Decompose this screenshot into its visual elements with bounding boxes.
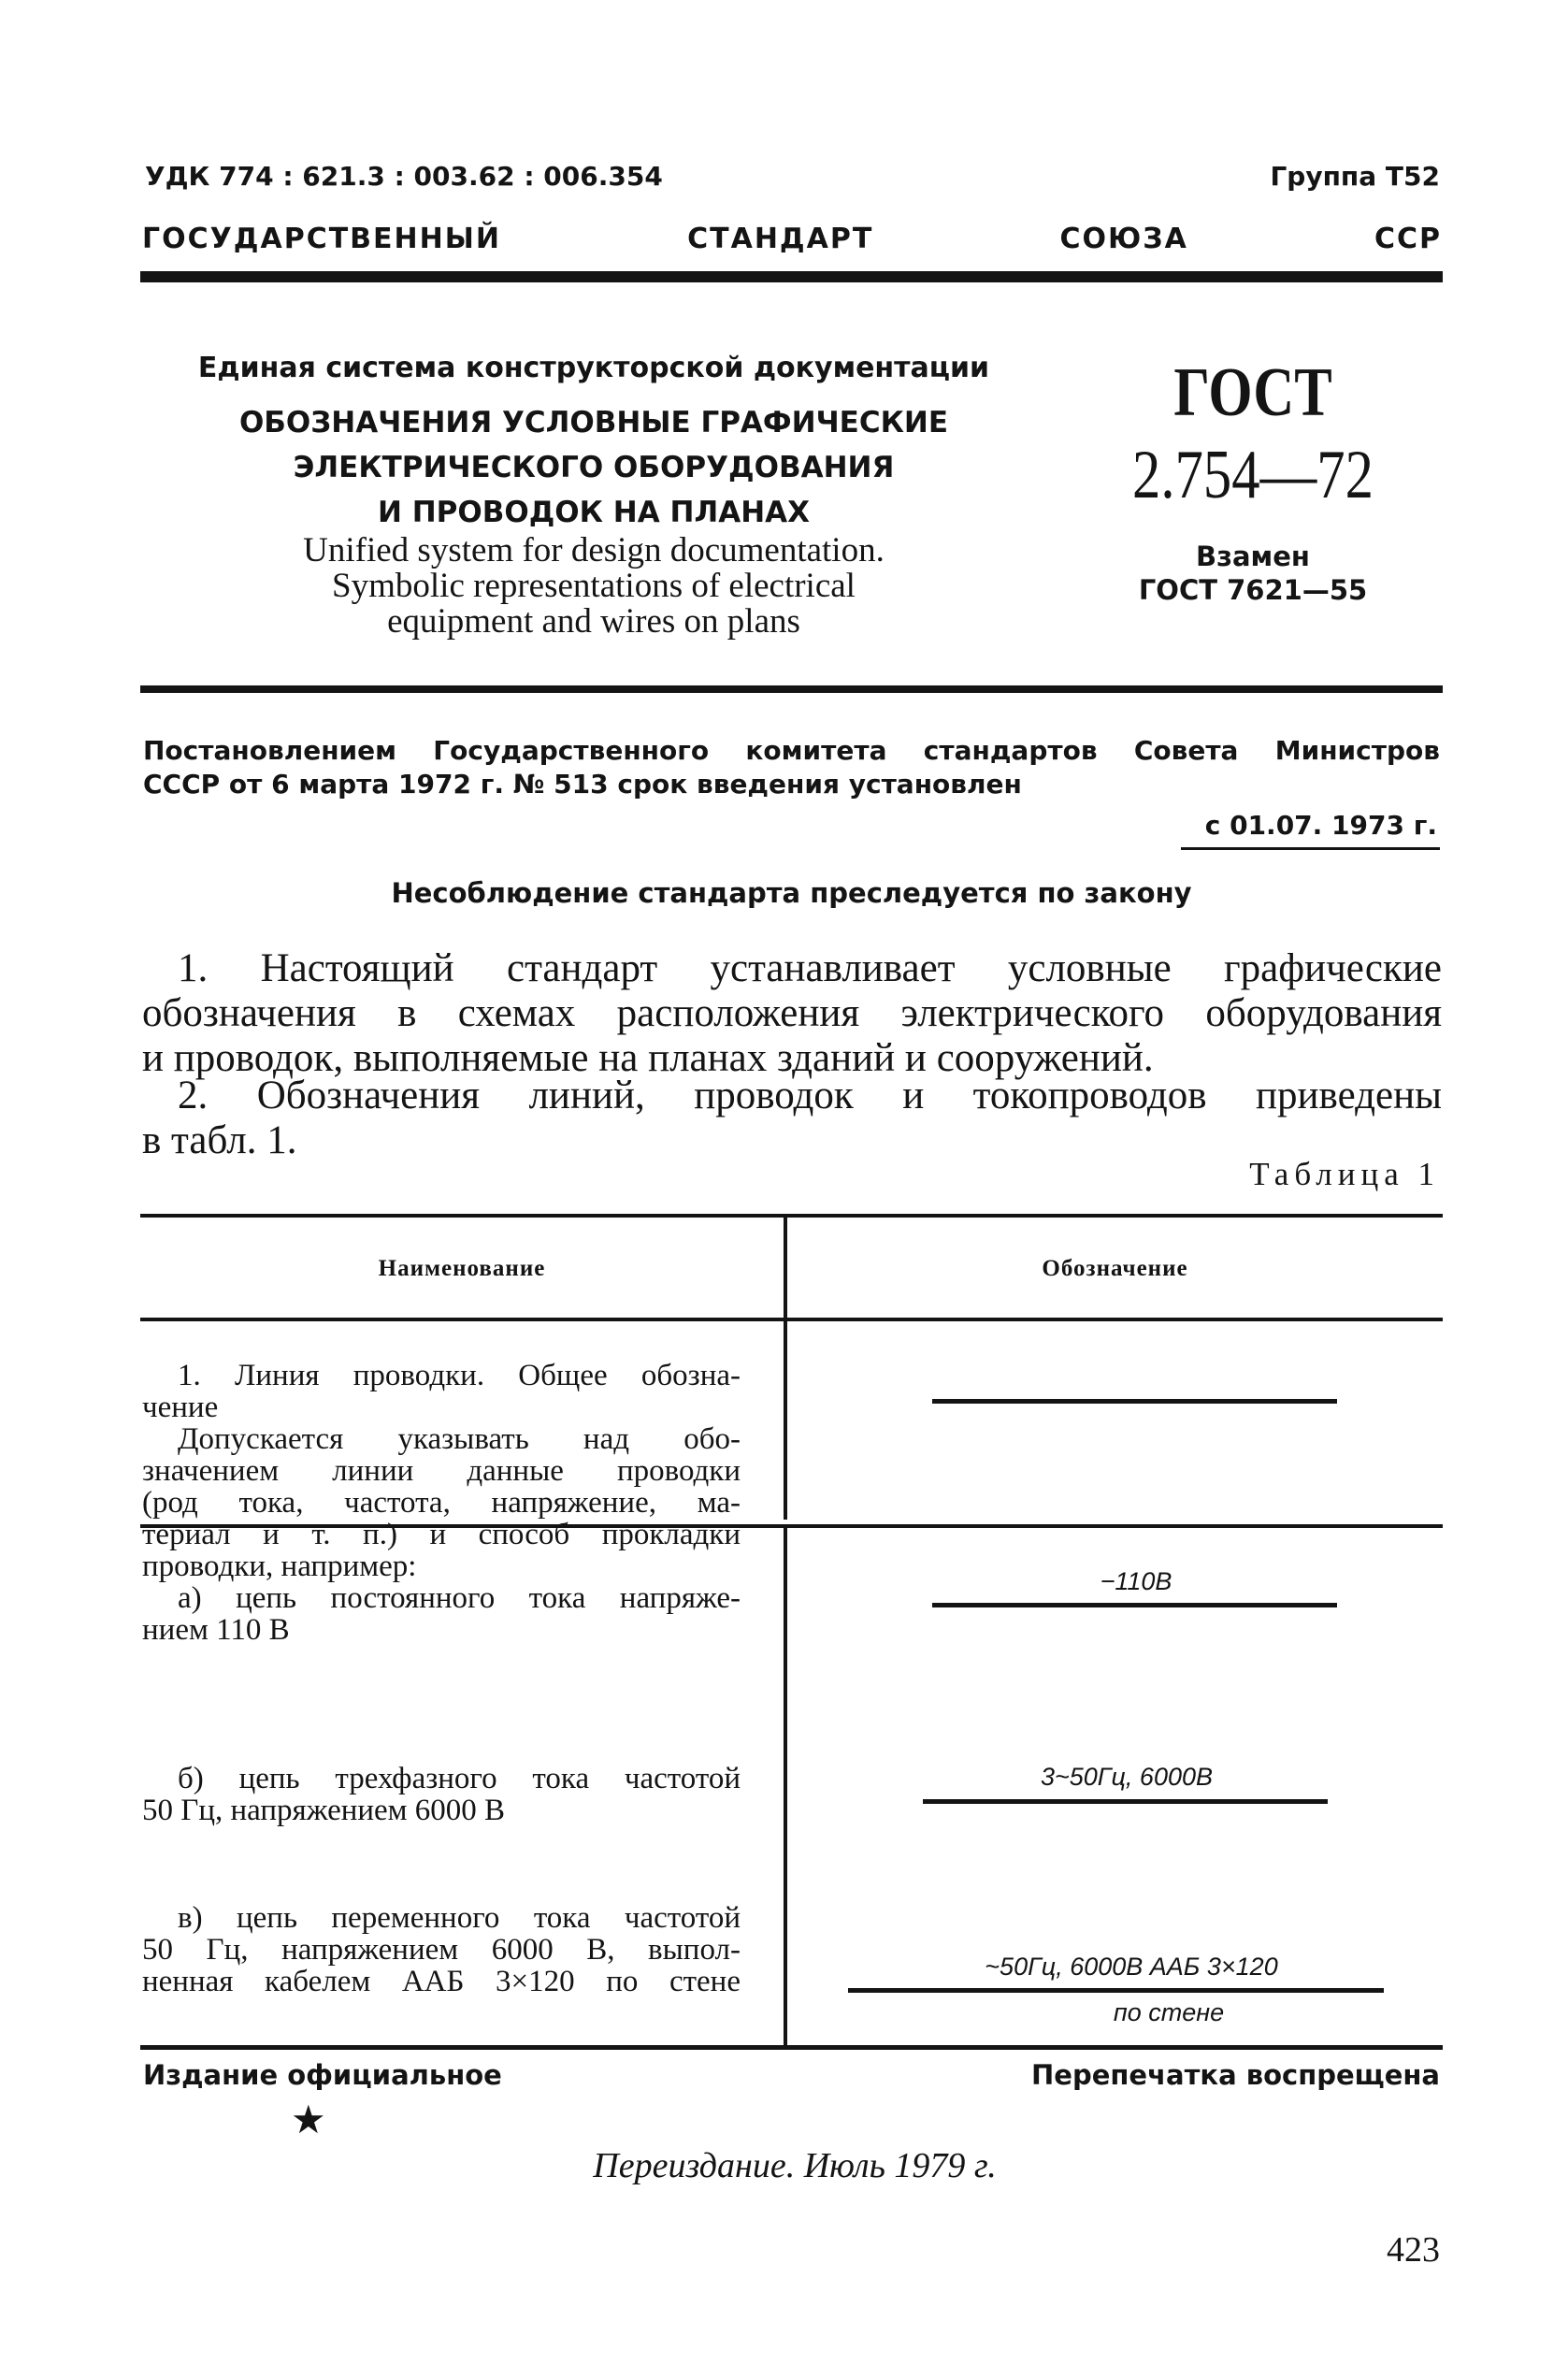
table-top-rule (140, 1214, 1443, 1218)
system-name: Единая система конструкторской документации (197, 352, 990, 384)
date-underline (1181, 847, 1440, 850)
page-number: 423 (1387, 2230, 1440, 2270)
row-2-line-symbol (923, 1799, 1328, 1804)
row-3-line-3: ненная кабелем ААБ 3×120 по стене (142, 1965, 741, 1998)
title-block-rule (140, 685, 1443, 693)
english-title-line-3: equipment and wires on plans (387, 602, 800, 641)
row-1-line-6: териал и т. п.) и способ прокладки (142, 1518, 741, 1551)
table-row-2-description (142, 1763, 741, 1826)
paragraph-2 (142, 1074, 1442, 1163)
row-1-line-4: значением линии данные проводки (142, 1454, 741, 1488)
replaces-label: Взамен (1196, 541, 1310, 572)
title-line-1: ОБОЗНАЧЕНИЯ УСЛОВНЫЕ ГРАФИЧЕСКИЕ (238, 406, 949, 440)
row-3-line-1: в) цепь переменного тока частотой (178, 1901, 741, 1935)
decree-line-2: СССР от 6 марта 1972 г. № 513 срок введения установлен (143, 769, 1022, 800)
row-1-line-1: 1. Линия проводки. Общее обозна- (178, 1359, 741, 1392)
official-edition: Издание официальное (143, 2059, 502, 2091)
table-row-3-description (142, 1902, 741, 1997)
row-3-symbol-sublabel: по стене (1113, 1998, 1225, 2026)
row-2-symbol-label: 3~50Гц, 6000В (1040, 1763, 1214, 1791)
table-header-rule (140, 1318, 1443, 1321)
row-1-line-3: Допускается указывать над обо- (178, 1422, 741, 1456)
title-line-2: ЭЛЕКТРИЧЕСКОГО ОБОРУДОВАНИЯ (293, 451, 895, 484)
row-2-line-1: б) цепь трехфазного тока частотой (178, 1762, 741, 1795)
gost-number: 2.754—72 (1132, 437, 1374, 513)
column-header-name: Наименование (378, 1256, 546, 1281)
gost-label: ГОСТ (1173, 354, 1332, 431)
decree-line-1: Постановлением Государственного комитета стандартов Совета Министров (143, 735, 1440, 766)
english-title (187, 533, 1000, 640)
decree-date: с 01.07. 1973 г. (1204, 810, 1437, 841)
row-1-symbol-label: −110В (1100, 1567, 1172, 1595)
reissue-note: Переиздание. Июль 1979 г. (593, 2146, 997, 2185)
paragraph-1-line-1: 1. Настоящий стандарт устанавливает условные графические (178, 946, 1442, 990)
table-caption: Таблица 1 (1249, 1156, 1440, 1192)
row-2-line-2: 50 Гц, напряжением 6000 В (142, 1794, 506, 1827)
row-1-line-5: (род тока, частота, напряжение, ма- (142, 1486, 741, 1520)
standard-title (187, 400, 1000, 535)
row-3-line-2: 50 Гц, напряжением 6000 В, выпол- (142, 1933, 741, 1967)
column-header-symbol: Обозначение (1042, 1256, 1188, 1281)
group-code: Группа Т52 (1270, 161, 1440, 192)
english-title-line-1: Unified system for design documentation. (303, 531, 885, 569)
table-end-rule (140, 2045, 1443, 2050)
state-standard-heading: ГОСУДАРСТВЕННЫЙ СТАНДАРТ СОЮЗА ССР (142, 223, 1442, 255)
row-1-line-7: проводки, например: (142, 1550, 417, 1583)
replaces-value: ГОСТ 7621—55 (1138, 574, 1368, 606)
row-1-line-2: чение (142, 1391, 219, 1424)
header-thick-rule (140, 271, 1443, 282)
row-1-line-symbol (932, 1603, 1337, 1607)
row-1-line-8: а) цепь постоянного тока напряже- (178, 1581, 741, 1615)
udk-code: УДК 774 : 621.3 : 003.62 : 006.354 (145, 161, 663, 192)
paragraph-2-line-2: в табл. 1. (142, 1118, 297, 1162)
table-column-divider-lower (784, 1528, 787, 2047)
paragraph-2-line-1: 2. Обозначения линий, проводок и токопроводов приведены (178, 1074, 1442, 1117)
paragraph-1 (142, 946, 1442, 1081)
legal-warning: Несоблюдение стандарта преследуется по закону (391, 877, 1192, 909)
paragraph-1-line-2: обозначения в схемах расположения электрического оборудования (142, 991, 1442, 1035)
title-line-3: И ПРОВОДОК НА ПЛАНАХ (377, 496, 811, 529)
table-row-1-description (142, 1360, 741, 1646)
row-3-symbol-label: ~50Гц, 6000В ААБ 3×120 (985, 1953, 1278, 1981)
row-1-line-9: нием 110 В (142, 1613, 290, 1647)
star-icon: ★ (291, 2099, 326, 2142)
english-title-line-2: Symbolic representations of electrical (332, 567, 856, 605)
row-3-line-symbol (848, 1988, 1384, 1993)
row-1-general-line-symbol (932, 1399, 1337, 1404)
reprint-prohibited: Перепечатка воспрещена (1031, 2059, 1440, 2091)
paragraph-1-line-3: и проводок, выполняемые на планах зданий и сооружений. (142, 1036, 1154, 1080)
